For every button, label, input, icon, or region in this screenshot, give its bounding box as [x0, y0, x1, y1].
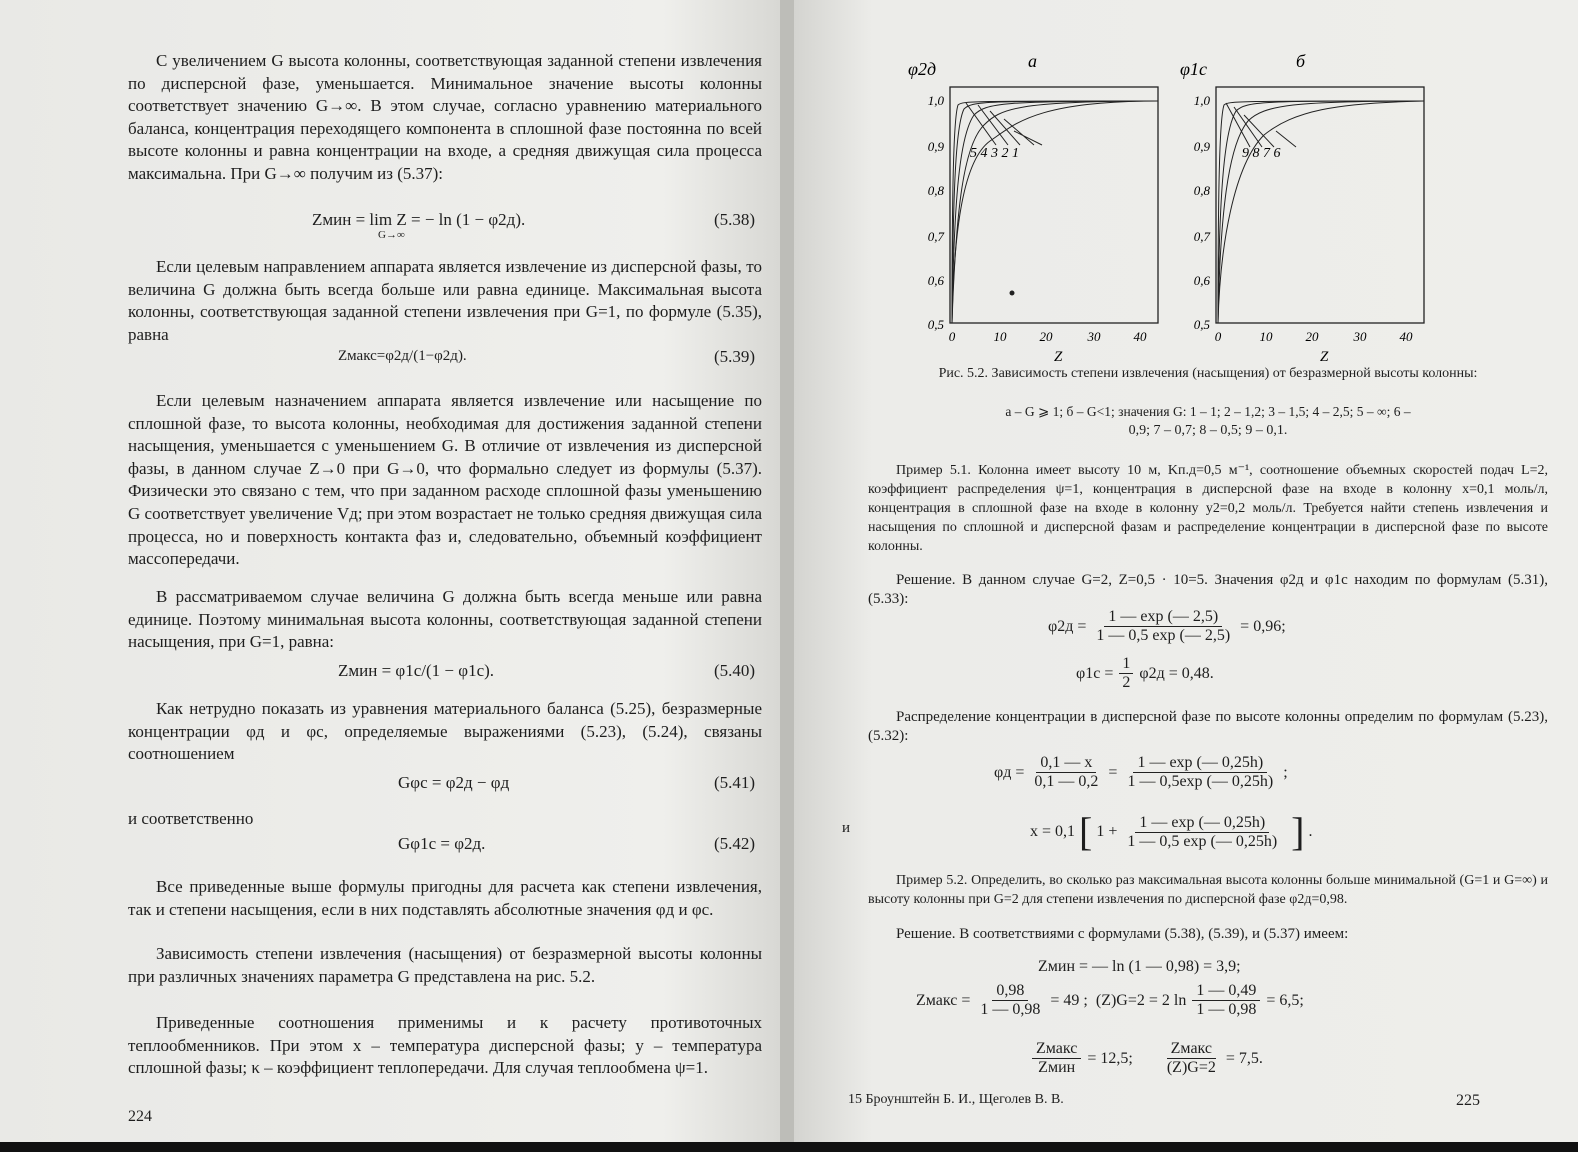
figure-legend-cont: 0,9; 7 – 0,7; 8 – 0,5; 9 – 0,1. [1128, 423, 1288, 438]
svg-text:10: 10 [993, 329, 1007, 344]
page-number: 225 [1456, 1092, 1480, 1109]
result-zmin: Zмин = — ln (1 — 0,98) = 3,9; [1038, 958, 1241, 975]
curve-3 [952, 101, 1158, 323]
curve-labels-a: 5 4 3 2 1 [970, 146, 1019, 161]
ylabel-a: φ2д [908, 59, 937, 79]
example-5-2-text: Пример 5.2. Определить, во сколько раз максимальная высота колонны больше минимальной (G=1 и G=∞) и высоту колонны при G=2 для степени извлечения по дисперсной фазе φ2д=0,98. [868, 873, 1548, 907]
scan-edge [0, 1142, 1578, 1152]
svg-text:0: 0 [1214, 329, 1222, 344]
equation-number: (5.41) [714, 773, 756, 792]
panel-a-curves [952, 101, 1158, 323]
svg-text:0,9: 0,9 [1193, 139, 1210, 154]
svg-text:1,0: 1,0 [927, 93, 944, 108]
leader-lines-a [966, 103, 1042, 145]
curve-2 [952, 101, 1158, 323]
result-zmax: Zмакс = $\frac{0,98}{1 — 0,98}$ = 49 ; (Z)G=2 = 2 ln $\frac{1 — 0,49}{1 — 0,98}$ = 6,5; [916, 982, 1304, 1018]
curve-8 [1218, 101, 1424, 323]
paragraph: С увеличением G высота колонны, соответствующая заданной степени извлечения по дисперсной фазе, уменьшается. Минимальное значение высоты колонны соответствует значению G→∞. В этом случае, согласно уравнению материального баланса, концентрация переходящего компонента в сплошной фазе постоянна по всей высоте колонны и равна концентрации на входе, а средняя движущая сила процесса максимальна. При G→∞ получим из (5.37): [128, 51, 762, 183]
paragraph: Зависимость степени извлечения (насыщения) от безразмерной высоты колонны при различных значениях параметра G представлена на рис. 5.2. [128, 944, 762, 986]
left-page [0, 0, 780, 1142]
svg-text:1,0: 1,0 [1193, 93, 1210, 108]
svg-text:0,8: 0,8 [1193, 183, 1210, 198]
leader-lines-b [1226, 103, 1296, 147]
formula-phid: φд = $\frac{0,1 — x}{0,1 — 0,2}$ = $\frac{1 — \exp (— 0,25h)}{1 — 0,5\exp (— 0,25h)}$ ; [994, 754, 1288, 790]
lim-subscript: G→∞ [378, 229, 405, 241]
paragraph: В рассматриваемом случае величина G должна быть всегда меньше или равна единице. Поэтому минимальная высота колонны, соответствующая заданной степени насыщения, при G=1, равна: [128, 587, 762, 652]
equation-5-38: Zмин = lim Z = − ln (1 − φ2д). [312, 210, 526, 229]
panel-a-label: а [1028, 51, 1037, 71]
equation-number: (5.38) [714, 210, 756, 229]
figure-legend: а – G ⩾ 1; б – G<1; значения G: 1 – 1; 2 – 1,2; 3 – 1,5; 4 – 2,5; 5 – ∞; 6 – [1005, 404, 1411, 419]
formula-x: x = 0,1 [ 1 + $\frac{1 — \exp (— 0,25h)}{1 — 0,5 \exp (— 0,25h)}$ ] . [1030, 809, 1313, 854]
panel-a-frame [950, 87, 1158, 323]
paragraph: и соответственно [128, 809, 254, 828]
page-number: 224 [128, 1108, 152, 1125]
svg-text:20: 20 [1039, 329, 1053, 344]
equation-5-39: Zмакс=φ2д/(1−φ2д). [338, 348, 467, 364]
curve-6 [1218, 101, 1424, 323]
x-ticks-b [1215, 329, 1413, 344]
svg-text:0,7: 0,7 [927, 229, 944, 244]
example-5-1-text: Пример 5.1. Колонна имеет высоту 10 м, Kп.д=0,5 м⁻¹, соотношение объемных скоростей подач L=2, коэффициент распределения ψ=1, концентрация в дисперсной фазе на входе в колонну x=0,1 моль/л, концентрация в сплошной фазе на входе в колонну y2=0,2 моль/л. Требуется найти степень извлечения и насыщения по сплошной и дисперсной фазам и распределение концентрации в дисперсной фазе по высоте колонны. [868, 463, 1548, 554]
panel-b-label: б [1296, 51, 1306, 71]
svg-text:0,6: 0,6 [1193, 273, 1210, 288]
marker-dot [1010, 291, 1015, 296]
svg-text:0,5: 0,5 [1193, 317, 1210, 332]
formula-phi2d: φ2д = $\frac{1 — \exp (— 2,5)}{1 — 0,5 \exp (— 2,5)}$ = 0,96; [1048, 608, 1286, 644]
curve-4 [952, 101, 1158, 323]
paragraph: Приведенные соотношения применимы и к расчету противоточных теплообменников. При этом x – температура дисперсной фазы; y – температура сплошной фазы; κ – коэффициент теплопередачи. Для случая теплообмена ψ=1. [128, 1013, 762, 1078]
svg-text:0,9: 0,9 [927, 139, 944, 154]
svg-text:40: 40 [1133, 329, 1147, 344]
curve-5 [952, 101, 1158, 323]
paragraph: Все приведенные выше формулы пригодны для расчета как степени извлечения, так и степени насыщения, если в них подставлять абсолютные значения φд и φс. [128, 877, 762, 919]
footer-author: 15 Броунштейн Б. И., Щеголев В. В. [848, 1092, 1064, 1107]
y-ticks-b [1194, 93, 1211, 332]
svg-text:0,8: 0,8 [927, 183, 944, 198]
svg-text:10: 10 [1259, 329, 1273, 344]
distribution-text: Распределение концентрации в дисперсной фазе по высоте колонны определим по формулам (5.23), (5.32): [868, 709, 1548, 744]
svg-text:30: 30 [1353, 329, 1367, 344]
equation-number: (5.39) [714, 347, 756, 366]
example-5-1-solution: Решение. В данном случае G=2, Z=0,5 · 10=5. Значения φ2д и φ1с находим по формулам (5.31), (5.33): [868, 572, 1548, 607]
figure-svg [904, 45, 1504, 365]
svg-text:0,5: 0,5 [927, 317, 944, 332]
figure-5-2 [904, 45, 1504, 365]
figure-caption: Рис. 5.2. Зависимость степени извлечения (насыщения) от безразмерной высоты колонны: [938, 366, 1478, 381]
curve-9 [1218, 101, 1424, 323]
and-word: и [842, 820, 851, 836]
result-ratios: Zмакс Zмин = 12,5; Zмакс (Z)G=2 = 7,5. [1026, 1040, 1263, 1077]
curve-labels-b: 9 8 7 6 [1242, 146, 1281, 161]
xlabel-b: Z [1320, 349, 1329, 365]
equation-5-41: Gφс = φ2д − φд [398, 773, 510, 792]
curve-7 [1218, 101, 1424, 323]
example-5-2-solution: Решение. В соответствиями с формулами (5.38), (5.39), и (5.37) имеем: [896, 926, 1349, 942]
equation-5-40: Zмин = φ1с/(1 − φ1с). [338, 661, 495, 680]
equation-number: (5.42) [714, 834, 756, 853]
paragraph: Если целевым назначением аппарата является извлечение или насыщение по сплошной фазе, то высота колонны, необходимая для достижения заданной степени насыщения, уменьшается с уменьшением G. В отличие от извлечения из дисперсной фазы, в данном случае Z→0 при G→0, что формально следует из формулы (5.37). Физически это связано с тем, что при заданном расходе сплошной фазы уменьшению G соответствует увеличение Vд; при этом возрастает не только средняя движущая сила процесса, но и поверхность контакта фаз и, следовательно, объемный коэффициент массопередачи. [128, 391, 762, 569]
xlabel-a: Z [1054, 349, 1063, 365]
svg-text:0,7: 0,7 [1193, 229, 1210, 244]
curve-1 [952, 101, 1158, 323]
svg-text:40: 40 [1399, 329, 1413, 344]
equation-5-42: Gφ1с = φ2д. [398, 834, 486, 853]
x-ticks-a [949, 329, 1147, 344]
panel-b-curves [1218, 101, 1424, 323]
equation-number: (5.40) [714, 661, 756, 680]
svg-text:0: 0 [948, 329, 956, 344]
svg-text:30: 30 [1087, 329, 1101, 344]
svg-text:20: 20 [1305, 329, 1319, 344]
book-gutter [780, 0, 794, 1142]
formula-phi1c: φ1с = $\frac{1}{2}$ φ2д = 0,48. [1076, 655, 1214, 691]
svg-text:0,6: 0,6 [927, 273, 944, 288]
right-page [794, 0, 1578, 1142]
y-ticks-a [928, 93, 945, 332]
paragraph: Как нетрудно показать из уравнения материального баланса (5.25), безразмерные концентрации φд и φс, определяемые выражениями (5.23), (5.24), связаны соотношением [128, 699, 762, 764]
paragraph: Если целевым направлением аппарата является извлечение из дисперсной фазы, то величина G должна быть всегда больше или равна единице. Максимальная высота колонны, соответствующая заданной степени извлечения при G=1, по формуле (5.35), равна [128, 257, 762, 344]
ylabel-b: φ1с [1180, 59, 1207, 79]
